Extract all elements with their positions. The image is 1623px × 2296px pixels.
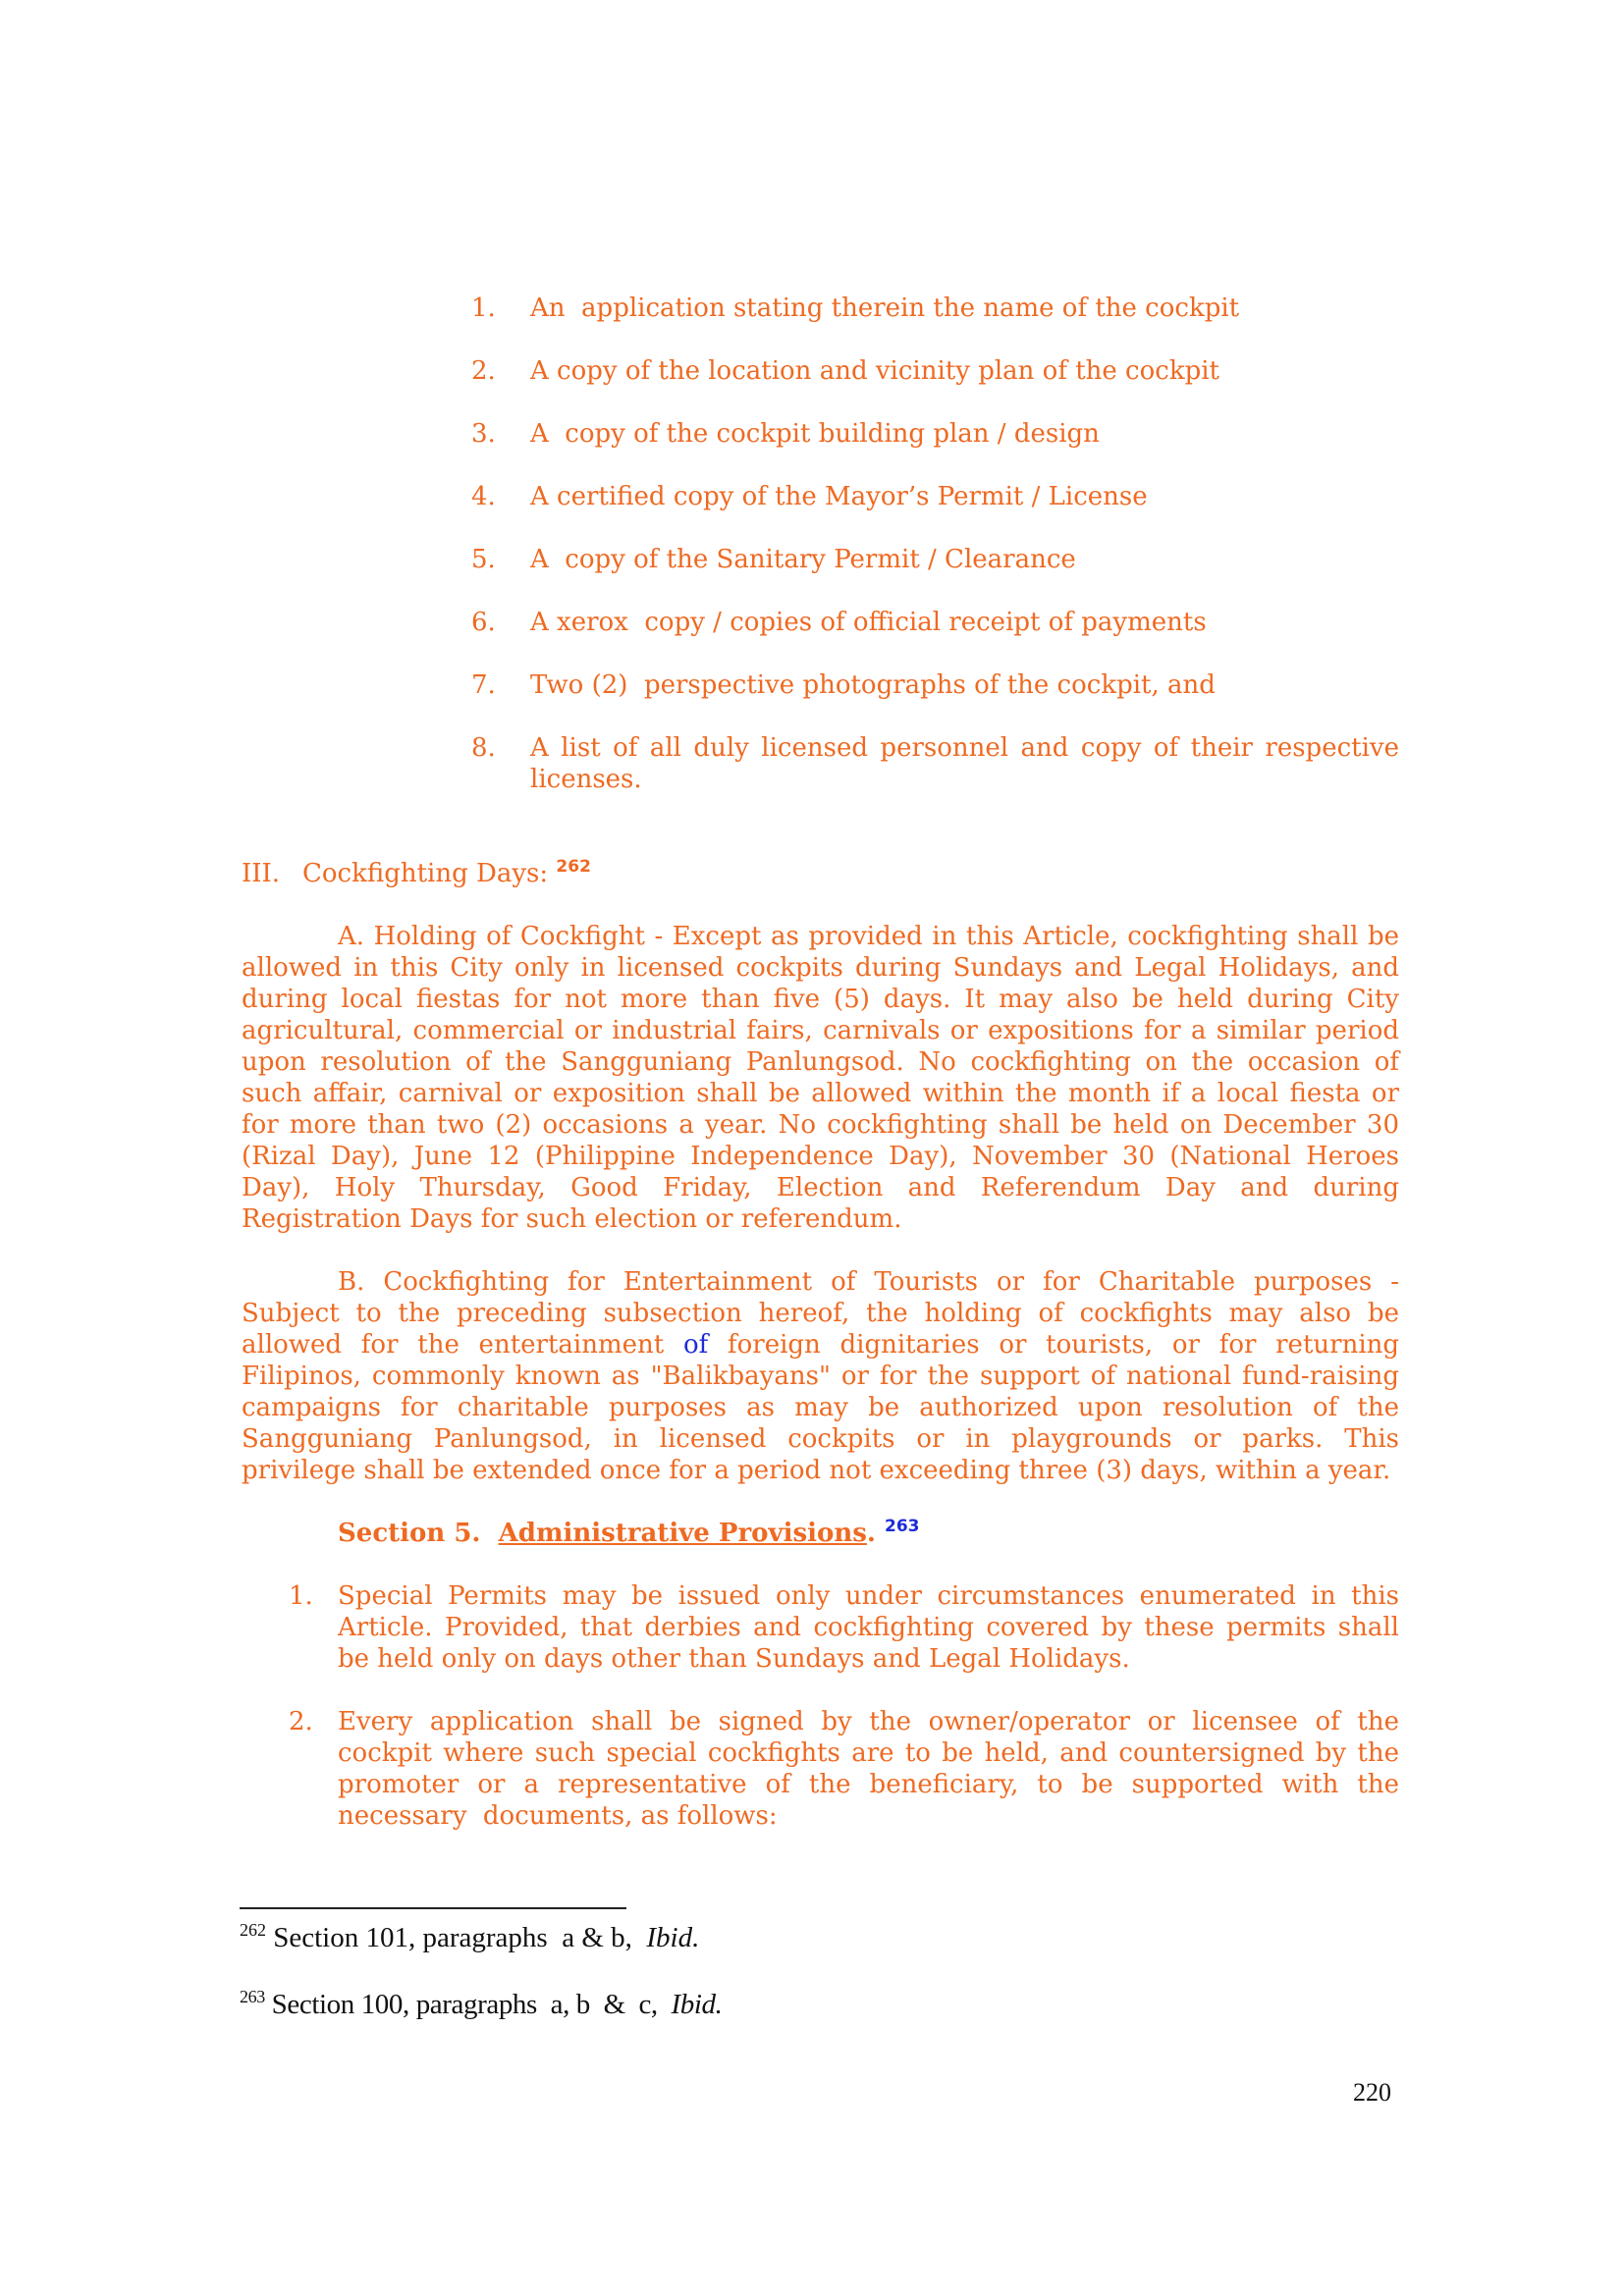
list-item-number: 4. — [471, 482, 496, 511]
list-item-number: 7. — [471, 670, 496, 700]
list-item-text: A list of all duly licensed personnel and copy of their respective licenses. — [530, 733, 1399, 794]
footnote-ref: 263 — [885, 1517, 920, 1536]
section-5-heading: Section 5. Administrative Provisions. $^{263}$ — [338, 1517, 920, 1548]
list-item-text: A copy of the cockpit building plan / design — [530, 419, 1100, 449]
list-item-text: A copy of the location and vicinity plan of the cockpit — [530, 356, 1219, 386]
footnote-divider — [240, 1907, 626, 1909]
list-item-text: A copy of the Sanitary Permit / Clearance — [530, 545, 1076, 574]
list-item-number: 2. — [471, 356, 496, 386]
list-item-number: 3. — [471, 419, 496, 449]
list-item-number: 2. — [289, 1707, 313, 1736]
list-item-text: Every application shall be signed by the owner/operator or licensee of the cockpit where such special cockfights are to be held, and countersigned by the promoter or a representative of the beneficiary, to be supported with the necessary documents, as follows: — [338, 1707, 1399, 1831]
section-5-title: Administrative Provisions — [498, 1519, 867, 1548]
list-item-number: 5. — [471, 545, 496, 574]
paragraph-a: A. Holding of Cockfight - Except as provided in this Article, cockfighting shall be allowed in this City only in licensed cockpits during Sundays and Legal Holidays, and during local fiestas for not more than five (5) days. It may also be held during City agricultural, commercial or industrial fairs, carnivals or expositions for a similar period upon resolution of the Sangguniang Panlungsod. No cockfighting on the occasion of such affair, carnival or exposition shall be allowed within the month if a local fiesta or for more than two (2) occasions a year. No cockfighting shall be held on December 30 (Rizal Day), June 12 (Philippine Independence Day), November 30 (National Heroes Day), Holy Thursday, Good Friday, Election and Referendum Day and during Registration Days for such election or referendum. — [242, 922, 1399, 1234]
page-number: 220 — [1353, 2078, 1391, 2107]
list-item-number: 1. — [471, 294, 496, 323]
section-heading: Cockfighting Days: $^{262}$ — [302, 857, 591, 888]
list-item-text: A xerox copy / copies of official receipt of payments — [530, 608, 1207, 637]
paragraph-b: B. Cockfighting for Entertainment of Tourists or for Charitable purposes - Subject to the preceding subsection hereof, the holding of cockfights may also be allowed for the entertainment of foreign dignitaries or tourists, or for returning Filipinos, commonly known as "Balikbayans" or for the support of national fund-raising campaigns for charitable purposes as may be authorized upon resolution of the Sangguniang Panlungsod, in licensed cockpits or in playgrounds or parks. This privilege shall be extended once for a period not exceeding three (3) days, within a year. — [242, 1267, 1400, 1485]
list-item-number: 6. — [471, 608, 496, 637]
list-item-text: An application stating therein the name of the cockpit — [530, 294, 1240, 323]
list-item-text: A certified copy of the Mayor’s Permit / License — [530, 482, 1148, 511]
list-item-text: Special Permits may be issued only under circumstances enumerated in this Article. Provided, that derbies and cockfighting covered by these permits shall be held only on days other than Sundays and Legal Holidays. — [338, 1581, 1399, 1674]
footnote-262: $^{262}$ Section 101, paragraphs a & b, Ibid. — [240, 1920, 700, 1953]
list-item-number: 8. — [471, 733, 496, 763]
list-item-text: Two (2) perspective photographs of the cockpit, and — [530, 670, 1216, 700]
list-item-number: 1. — [289, 1581, 313, 1611]
footnote-263: $^{263}$ Section 100, paragraphs a, b & c, Ibid. — [240, 1987, 723, 2020]
footnote-ref: 262 — [556, 857, 591, 877]
section-number: III. — [242, 859, 281, 888]
